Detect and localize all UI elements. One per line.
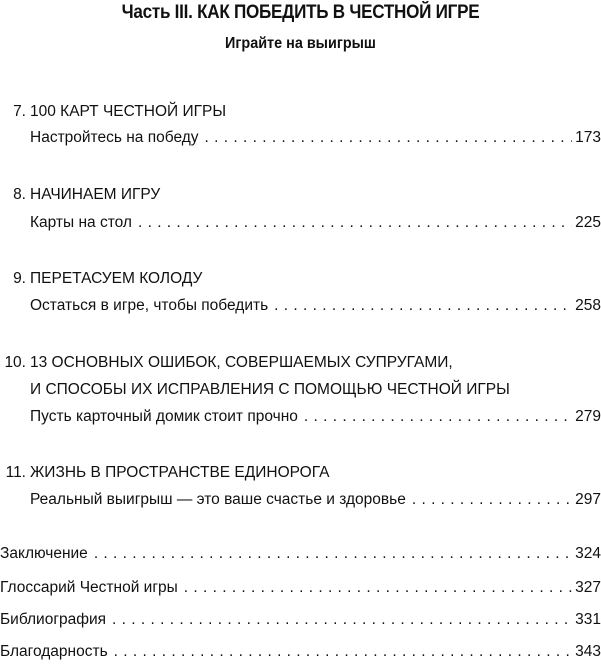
chapter-subtitle: Настройтесь на победу	[30, 129, 199, 146]
dot-leader	[412, 489, 572, 511]
chapter-heading	[0, 184, 601, 206]
chapter-number: 9.	[13, 270, 26, 287]
chapter-number: 11.	[5, 464, 26, 481]
page-number: 279	[575, 408, 601, 425]
chapter-subtitle: Карты на стол	[30, 214, 132, 231]
toc-entry[interactable]	[30, 295, 601, 317]
toc-entry[interactable]	[30, 406, 601, 428]
page-number: 343	[575, 643, 601, 660]
dot-leader	[138, 212, 572, 234]
toc-entry-conclusion[interactable]	[0, 543, 601, 565]
dot-leader	[112, 609, 572, 631]
chapter-title: ПЕРЕТАСУЕМ КОЛОДУ	[30, 270, 203, 287]
page-number: 258	[575, 297, 601, 314]
chapter-number: 8.	[13, 186, 26, 203]
entry-label: Благодарность	[0, 643, 108, 660]
dot-leader	[205, 127, 573, 149]
chapter-heading	[0, 462, 601, 484]
chapter-title-line-2: И СПОСОБЫ ИХ ИСПРАВЛЕНИЯ С ПОМОЩЬЮ ЧЕСТНОЙ ИГРЫ	[30, 381, 510, 398]
toc-entry[interactable]	[30, 127, 601, 149]
dot-leader	[304, 406, 572, 428]
chapter-heading	[0, 101, 601, 123]
page-number: 327	[575, 579, 601, 596]
toc-entry-bibliography[interactable]	[0, 609, 601, 631]
dot-leader	[184, 577, 572, 599]
chapter-heading	[0, 352, 601, 374]
entry-label: Библиография	[0, 611, 107, 628]
toc-entry-acknowledgements[interactable]	[0, 641, 601, 663]
page-number: 225	[575, 214, 601, 231]
toc-entry[interactable]	[30, 489, 601, 511]
dot-leader	[114, 641, 572, 663]
chapter-number: 7.	[13, 103, 26, 120]
chapter-heading-continued	[0, 379, 601, 401]
part-subtitle: Играйте на выигрыш	[225, 35, 376, 52]
chapter-subtitle: Остаться в игре, чтобы победить	[30, 297, 269, 314]
part-title: Часть III. КАК ПОБЕДИТЬ В ЧЕСТНОЙ ИГРЕ	[121, 2, 480, 23]
dot-leader	[94, 543, 572, 565]
page-number: 331	[575, 611, 601, 628]
chapter-title: 13 ОСНОВНЫХ ОШИБОК, СОВЕРШАЕМЫХ СУПРУГАМИ,	[30, 354, 453, 371]
chapter-title: ЖИЗНЬ В ПРОСТРАНСТВЕ ЕДИНОРОГА	[30, 464, 330, 481]
chapter-number: 10.	[4, 354, 26, 371]
chapter-title: НАЧИНАЕМ ИГРУ	[30, 186, 161, 203]
chapter-title: 100 КАРТ ЧЕСТНОЙ ИГРЫ	[30, 103, 227, 120]
page-number: 297	[575, 491, 601, 508]
toc-entry[interactable]	[30, 212, 601, 234]
chapter-subtitle: Реальный выигрыш — это ваше счастье и здоровье	[30, 491, 406, 508]
chapter-subtitle: Пусть карточный домик стоит прочно	[30, 408, 298, 425]
entry-label: Глоссарий Честной игры	[0, 579, 178, 596]
chapter-heading	[0, 268, 601, 290]
toc-entry-glossary[interactable]	[0, 577, 601, 599]
entry-label: Заключение	[0, 545, 88, 562]
page-number: 324	[575, 545, 601, 562]
dot-leader	[274, 295, 572, 317]
page-number: 173	[575, 129, 601, 146]
